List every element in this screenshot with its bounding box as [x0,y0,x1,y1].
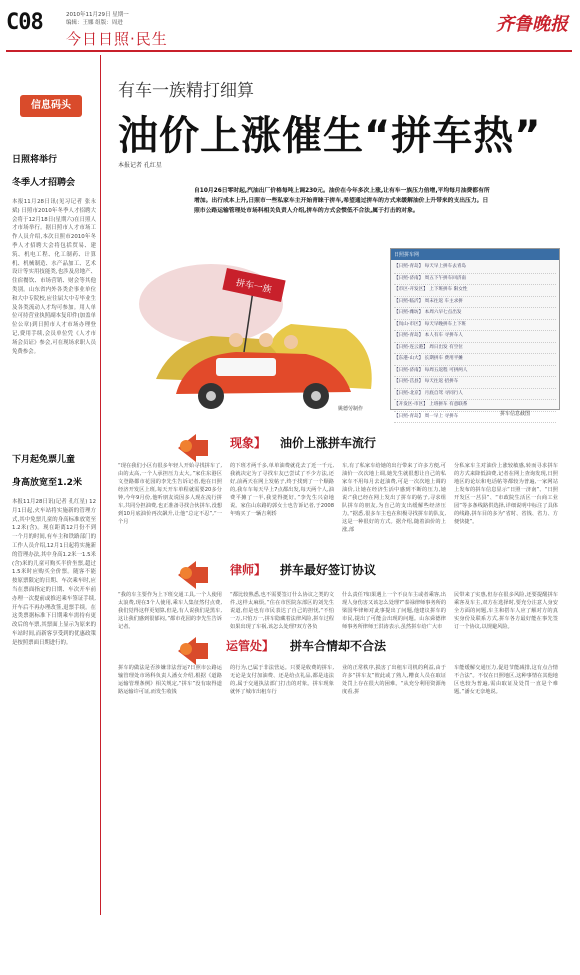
section-title: 油价上涨拼车流行 [280,436,377,450]
screenshot-line: 【岚山-市区】 每天早晚拼车上下班 [394,320,556,332]
sign-text: 拼车一族 [234,278,273,296]
screenshot-line: 【日照-青岛】 每天早上拼车去青岛 [394,262,556,274]
section-label: 律师】 [230,563,267,577]
article-byline: 本报记者 孔红星 [118,162,162,169]
screenshot-line: 【日照-济南】 每周五返程 可拼两人 [394,366,556,378]
screenshot-line: 【日照-青岛】 周一早上 寻拼车 [394,412,556,424]
section-marker-icon [176,430,210,458]
screenshot-header: 日照拼车网 [391,249,559,260]
section-column-text: 车能缓解交通压力,促进节能减排,这有点合情不合法”。不仅在日照地区,这种事情在其他地区也较为普遍,需由取证及处罚一直是个难题。”潘女无奈地说。 [454,665,558,695]
section-title: 今日日照·民生 [66,30,168,48]
page-number: C08 [6,10,43,35]
sidebar-story-1 [12,152,96,458]
screenshot-list [391,260,559,425]
section-title: 拼车合情却不合法 [290,639,387,653]
screenshot-caption: 拼车信息截图 [500,411,531,417]
article-headline: 油价上涨催生“拼车热” [118,113,542,159]
section-label: 运管处】 [226,639,275,653]
story-body: 本报11月28日讯(见习记者 张永斌) 日照市2010年冬季人才招聘大会将于12月18日(星期六)在日照人才市场举行。据日照市人才市场工作人员介绍,本次日照市2010年冬季人才招聘大会将包括贸易、建筑、机电工程、化工制药、计算机、机械制造、水产品加工、艺术设计等实用技能类,也涉及房地产、住宿餐饮、市场营销、财会等其他类别。山东省内外各类企事业单位和大中专院校,应往届大中专毕业生及各类流动人才均可参加。用人单位可持营业执照副本复印件(加盖单位公章)到日照市人才市场办理登记,费用手续,会员单位凭《人才市场会员证》参会,可在现场求职人员免费参会。 [12,199,96,355]
screenshot-line: 【日照-临沂】 周末往返 车主求拼 [394,297,556,309]
header-rule [6,50,572,52]
screenshot-line: 【东港-山大】 长期拼车 费用平摊 [394,354,556,366]
article-overhead: 有车一族精打细算 [118,81,254,101]
screenshot-line: 【市区-开发区】 上下班拼车 限女性 [394,285,556,297]
editors: 编辑：王娜 组版：周进 [66,20,123,26]
section-marker-icon [176,557,210,585]
section-column-text: 的行为,已属于非法营运。只要是收费的拼车,无论是支付加油费、还是给点礼品,都是违法的,属于交通执法部门打击的对象。拼车现象就怀了城市出租车行 [230,665,334,695]
section-column-text: 业的正常秩序,损害了出租车司机的利益,由于许多“拼车友”彼此或了熟人,糟食人员在取证处罚上存在很大的困难。“从充分利用资源角度看,拼 [342,665,446,695]
screenshot-line: 【日照-青岛】 本人有车 寻拼车人 [394,331,556,343]
section-column-text: 民带来了实惠,但存在很多风险,还要提醒拼车乘客及车主,双方在选择时,要充分注意人身安全方面的问题,车主和搭车人应了解对方的真实身份及联系方式,拼车各方最好能在事先签订一个协议,以规避风险。 [454,592,558,630]
illustration-caption: 姚德劳制作 [338,406,364,412]
section-marker-icon [176,633,210,661]
section-column-text: “我的车主要作为上下班交通工具,一个人使用太浪费,现在3个人使用,乘车人集征然付点费,我们觉得这样更划算,但是,有人说我们是黑车,这让我们感到很郁闷。”都市花园的李先生告诉记者。 [118,592,222,630]
masthead-logo: 齐鲁晚报 [496,14,568,35]
section-column-text: “都比较熟悉,也不需要签订什么协议之类的文件,这样太麻烦。”住在市医院东部区的刘先生说道,但是也有市民表达了自己的担忧,“不怕一万,只怕万一,拼车隐藏着法律风险,拼车过程如果出现了车祸,该怎么处理?双方各负 [230,592,334,630]
screenshot-line: 【日照-连云港】 周日出发 有空位 [394,343,556,355]
section-column-text: 的下班才两千多,单单油费就花去了近一千元,我就决定为了寻找车友已尝试了不少方法,还好,前两天在网上发帖子,终于找到了一个顺路的,我车车每天早上7点都出发,每天两个人,油费平摊了一半,我觉得挺好。”李先生兴奋地说。家住山东路的郭女士也告诉记者,于2008年购买了一辆吉利轿 [230,463,334,517]
info-badge: 信息码头 [20,95,82,117]
section-label: 现象】 [230,436,267,450]
section-title: 拼车最好签订协议 [280,563,377,577]
section-column-text: 车,有了私家车给她的出行带来了许多方便,可油价一次次地上调,她先生就很想让自己的私家车不用每月去赶油费,可是一次次地上调的油价,让她在经济生活中感到不断的压力,她说:“我已经在网上发出了拼车的帖子,寻求组队拼车的朋友,为自己的支出缓解些经济压力。”据悉,很多车主也在积极寻找拼车的队友,这是一种很好的方式。据介绍,随着油价的上涨,部 [342,463,446,533]
date: 2010年11月29日 星期一 [66,12,129,18]
screenshot-line: 【日照-潍坊】 本周六早七点出发 [394,308,556,320]
story-title-line1: 下月起免票儿童 [12,455,76,465]
section-column-text: 分私家车主对油价上涨较敏感,转而寻求拼车的方式来降低油费,记者在网上查询发现,日照地区的论坛和电话帖等都较为普遍,一家网站上发布的拼车信息显示“日照一济南”、“日照开发区一莒县”、“市政院生活区一台商工业园”等多条线路供选择,详细说明中标注了具体的线路,拼车目的多为“省时、省钱、省力、方便快捷”。 [454,463,558,525]
dateline [66,11,186,27]
car-illustration [116,244,386,416]
section-column-text: 什么责任?如果遇上一个不良车主或者乘客,出现人身伤害又该怎么处理?”泰禄律师事务所的梁国华律师对此事提出了问题,他建议拼车的市民,提出了可能会出现的问题。山东舜德律师事务所律师王洪涛表示,虽然拼车给广大市 [342,592,447,630]
screenshot-line: 【日照-济南】 周五下午拼车回济南 [394,274,556,286]
column-divider [100,55,101,915]
story-title-line1: 日照将举行 [12,155,58,165]
story-title-line2: 身高放宽至1.2米 [12,478,82,488]
sidebar-story-2 [12,452,96,738]
screenshot-line: 【日照-莒县】 每天往返 招拼车 [394,377,556,389]
screenshot-line: 【开发区-市区】 上班拼车 有意联系 [394,400,556,412]
screenshot-line: 【日照-北京】 月底自驾 寻同行人 [394,389,556,401]
article-lead: 自10月26日零时起,汽油出厂价格每吨上调230元。油价在今年多次上涨,让有车一族压力倍增,平均每月油费都有所增加。出行成本上升,日照市一些私家车主开始青睐于拼车,希望通过拼车的方式来缓解油价上升带来的支出压力。日照市公路运输管理处市场科相关负责人介绍,拼车的方式会惯低不合法,属于打击的对象。 [194,188,490,214]
story-title-line2: 冬季人才招聘会 [12,178,76,188]
section-column-text: 拼车的做法是否涉嫌非法营运?日照市公路运输管理处市场科负责人潘女介绍,根据《道路运输管理条例》相关规定,“拼车”没有取得道路运输许可证,而发生收钱 [118,665,222,695]
section-column-text: “现在我们小区有很多年轻人开始寻找拼车了,由的太高,一个人承担压力太大。”家住东港区文登路都市花园的李先生告诉记者,他在日照经济开发区上班,每天开车单程就需要20多分钟,今年9月份,他听朋友说因多人现在流行拼车,共同分担油费,也正准备寻找合伙拼车,没想到10月底油价再次飙升,让他“总定不忍”,“一个月 [118,463,222,525]
story-body: 本报11月28日讯(记者 孔红星) 12月1日起,火车站将实施新的管理方式,其中免票儿童的身高标准放宽至1.2米(含)。现在距离12月份不到一个月的时间,有车主和铁路部门的工作人员介绍,12月1日起将实施新的管理办法,其中身高1.2米一1.5米(含)米的儿童可购买半价坐票,超过1.5米时应购买全价票。随客不能按原票限定的日期、车次乘车时,应当在票面指定的日期、车次开车前办理一次提前或推迟乘车签证手续,开车后不再办理改签,退票手续。在这类票据标准下日期乘车需持有更改后的车票,其票面上显示为原来的车站时间,而新客享受到的优惠政策是按照票面日期进行的。 [12,499,96,646]
